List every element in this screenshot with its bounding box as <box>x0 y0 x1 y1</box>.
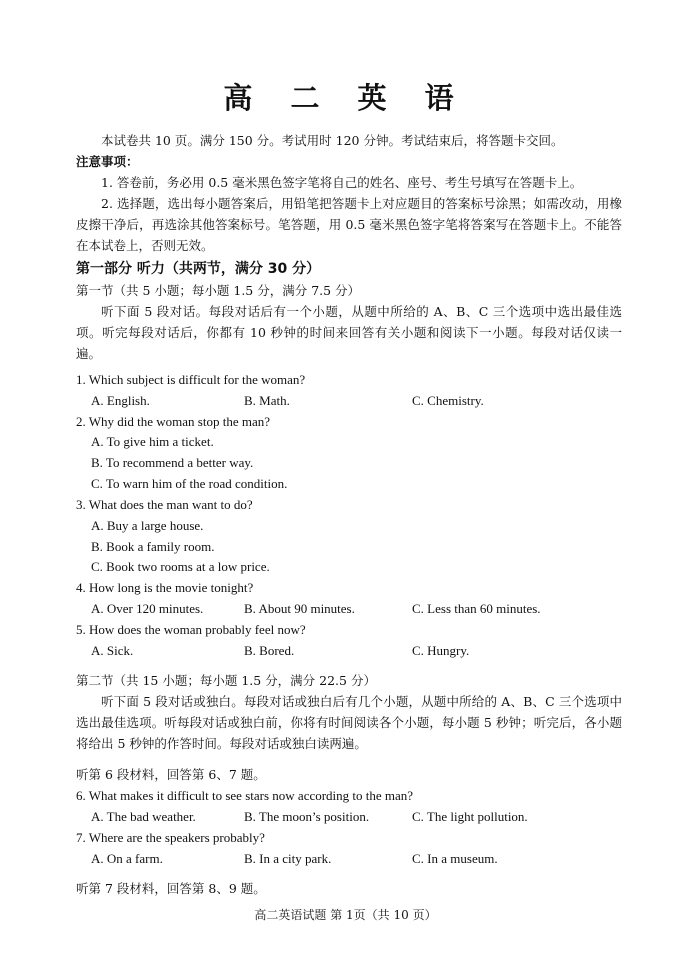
option-a: A. Over 120 minutes. <box>91 601 204 616</box>
option-b: B. About 90 minutes. <box>244 601 355 616</box>
page-title: 高 二 英 语 <box>223 81 468 115</box>
option-b: B. To recommend a better way. <box>91 455 254 470</box>
intro-text: 本试卷共 10 页。满分 150 分。考试用时 120 分钟。考试结束后，将答题卡交回。 <box>101 133 564 148</box>
material-6-label: 听第 6 段材料，回答第 6、7 题。 <box>76 767 266 782</box>
part1-heading: 第一部分 听力（共两节，满分 30 分） <box>76 261 321 277</box>
page-footer: 高二英语试题 第 1页（共 10 页） <box>254 908 437 922</box>
option-b: B. Book a family room. <box>91 539 215 554</box>
option-b: B. In a city park. <box>244 851 332 866</box>
option-a: A. English. <box>91 393 150 408</box>
option-a: A. Sick. <box>91 643 134 658</box>
material-7-label: 听第 7 段材料，回答第 8、9 题。 <box>76 881 266 896</box>
option-c: C. Hungry. <box>412 643 470 658</box>
question-stem: 1. Which subject is difficult for the woman? <box>76 372 306 387</box>
option-b: B. Math. <box>244 393 290 408</box>
option-c: C. The light pollution. <box>412 809 528 824</box>
option-c: C. Chemistry. <box>412 393 484 408</box>
question-stem: 2. Why did the woman stop the man? <box>76 414 271 429</box>
question-stem: 6. What makes it difficult to see stars now according to the man? <box>76 788 414 803</box>
notice-item-1: 1. 答卷前，务必用 0.5 毫米黑色签字笔将自己的姓名、座号、考生号填写在答题卡上。 <box>101 175 583 190</box>
section1-heading: 第一节（共 5 小题；每小题 1.5 分，满分 7.5 分） <box>76 283 361 298</box>
option-b: B. Bored. <box>244 643 295 658</box>
option-a: A. The bad weather. <box>91 809 196 824</box>
option-c: C. In a museum. <box>412 851 498 866</box>
section2-heading: 第二节（共 15 小题；每小题 1.5 分，满分 22.5 分） <box>76 673 376 688</box>
option-a: A. Buy a large house. <box>91 518 204 533</box>
option-c: C. Less than 60 minutes. <box>412 601 541 616</box>
option-a: A. To give him a ticket. <box>91 434 214 449</box>
option-a: A. On a farm. <box>91 851 163 866</box>
section1-instructions: 听下面 5 段对话。每段对话后有一个小题，从题中所给的 A、B、C 三个选项中选出最佳选项。听完每段对话后，你都有 10 秒钟的时间来回答有关小题和阅读下一小题。每段对话仅读一遍。 <box>76 304 622 361</box>
option-c: C. Book two rooms at a low price. <box>91 559 270 574</box>
question-stem: 7. Where are the speakers probably? <box>76 830 265 845</box>
section2-instructions: 听下面 5 段对话或独白。每段对话或独白后有几个小题，从题中所给的 A、B、C 三个选项中选出最佳选项。听每段对话或独白前，你将有时间阅读各个小题，每小题 5 秒钟；听完后，各小题将给出 5 秒钟的作答时间。每段对话或独白读两遍。 <box>76 694 622 751</box>
question-stem: 5. How does the woman probably feel now? <box>76 622 306 637</box>
notice-item-2: 2. 选择题，选出每小题答案后，用铅笔把答题卡上对应题目的答案标号涂黑；如需改动，用橡皮擦干净后，再选涂其他答案标号。笔答题，用 0.5 毫米黑色签字笔将答案写在答题卡上。不能答在本试卷上，否则无效。 <box>76 196 622 253</box>
notice-heading: 注意事项： <box>76 154 139 169</box>
question-stem: 3. What does the man want to do? <box>76 497 253 512</box>
option-b: B. The moon’s position. <box>244 809 370 824</box>
question-stem: 4. How long is the movie tonight? <box>76 580 254 595</box>
option-c: C. To warn him of the road condition. <box>91 476 288 491</box>
